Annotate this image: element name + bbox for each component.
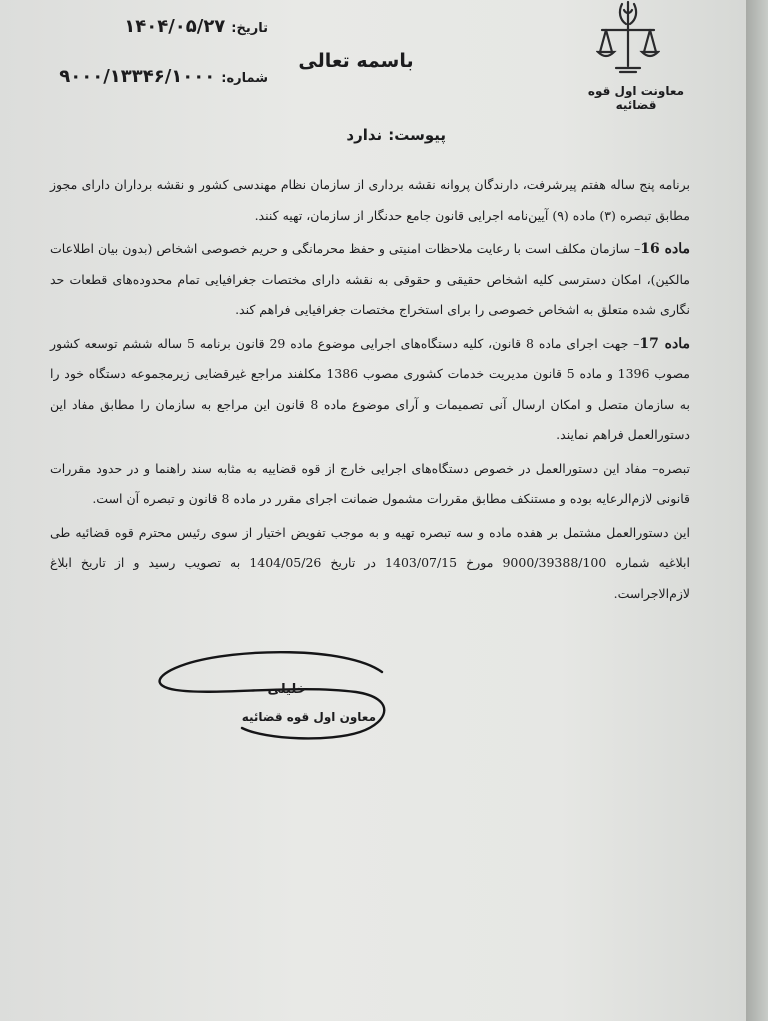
- number-line: [18, 66, 268, 87]
- organization-name: معاونت اول قوه قضائیه: [587, 84, 685, 112]
- number-value: ۹۰۰۰/۱۳۳۴۶/۱۰۰۰: [59, 66, 216, 87]
- article-17-text: – جهت اجرای ماده 8 قانون، کلیه دستگاه‌های اجرایی موضوع ماده 29 قانون برنامه 5 ساله ششم توسعه کشور مصوب 1396 و ماده 5 قانون مدیریت خدمات کشوری مصوب 1386 مکلفند مراجع غیرقضایی زیرمجموعه دستگاه خود را به سازمان متصل و امکان ارسال آنی تصمیمات و آرای موضوع ماده 8 قانون این مراجع به سازمان را مطابق مفاد این دستورالعمل فراهم نمایند.: [50, 335, 690, 442]
- closing-paragraph: این دستورالعمل مشتمل بر هفده ماده و سه تبصره تهیه و به موجب تفویض اختیار از سوی رئیس محترم قوه قضائیه طی ابلاغیه شماره 9000/39388/100 مورخ 1403/07/15 در تاریخ 1404/05/26 به تصویب رسید و از تاریخ ابلاغ لازم‌الاجراست.: [50, 524, 690, 601]
- document-body: [50, 170, 690, 612]
- judiciary-emblem-icon: [596, 0, 660, 76]
- document-heading: باسمه تعالی: [298, 50, 414, 72]
- article-17-paragraph: [50, 329, 690, 451]
- date-label: تاریخ:: [231, 21, 268, 36]
- signature-block: [146, 640, 406, 750]
- number-label: شماره:: [221, 71, 268, 86]
- article-16-number: ماده 16: [640, 241, 690, 257]
- attachment-line: [346, 126, 446, 144]
- note-paragraph: تبصره– مفاد این دستورالعمل در خصوص دستگاه‌های اجرایی خارج از قوه قضاییه به مثابه سند راهنما و در حدود مقررات قانونی لازم‌الرعایه بوده و مستنکف مطابق مقررات مشمول ضمانت اجرای مقرر در ماده 8 قانون و تبصره آن است.: [50, 460, 690, 506]
- signatory-name: خلیلی: [267, 682, 306, 697]
- intro-paragraph: برنامه پنج ساله هفتم پیرشرفت، دارندگان پروانه نقشه برداری از سازمان نظام مهندسی کشور و نقشه برداران دارای مجوز مطابق تبصره (۳) ماده (۹) آیین‌نامه اجرایی قانون جامع حدنگار از سازمان، تهیه کنند.: [50, 177, 690, 223]
- date-line: [18, 16, 268, 37]
- attachment-value: ندارد: [346, 126, 383, 144]
- article-17-number: ماده 17: [639, 335, 691, 352]
- page-edge: [746, 0, 768, 1021]
- signatory-title: معاون اول قوه قضائیه: [241, 710, 376, 724]
- attachment-label: پیوست:: [388, 126, 446, 144]
- date-value: ۱۴۰۴/۰۵/۲۷: [124, 16, 226, 37]
- article-16-text: – سازمان مکلف است با رعایت ملاحظات امنیتی و حفظ محرمانگی و حریم خصوصی اشخاص (بدون بیان اطلاعات مالکین)، امکان دسترسی کلیه اشخاص حقیقی و حقوقی به نقشه دارای مختصات جغرافیایی تمام محدوده‌های قطعات حد نگاری شده متعلق به اشخاص خصوصی را برای استخراج مختصات جغرافیایی فراهم کند.: [50, 241, 690, 317]
- article-16-paragraph: [50, 234, 690, 326]
